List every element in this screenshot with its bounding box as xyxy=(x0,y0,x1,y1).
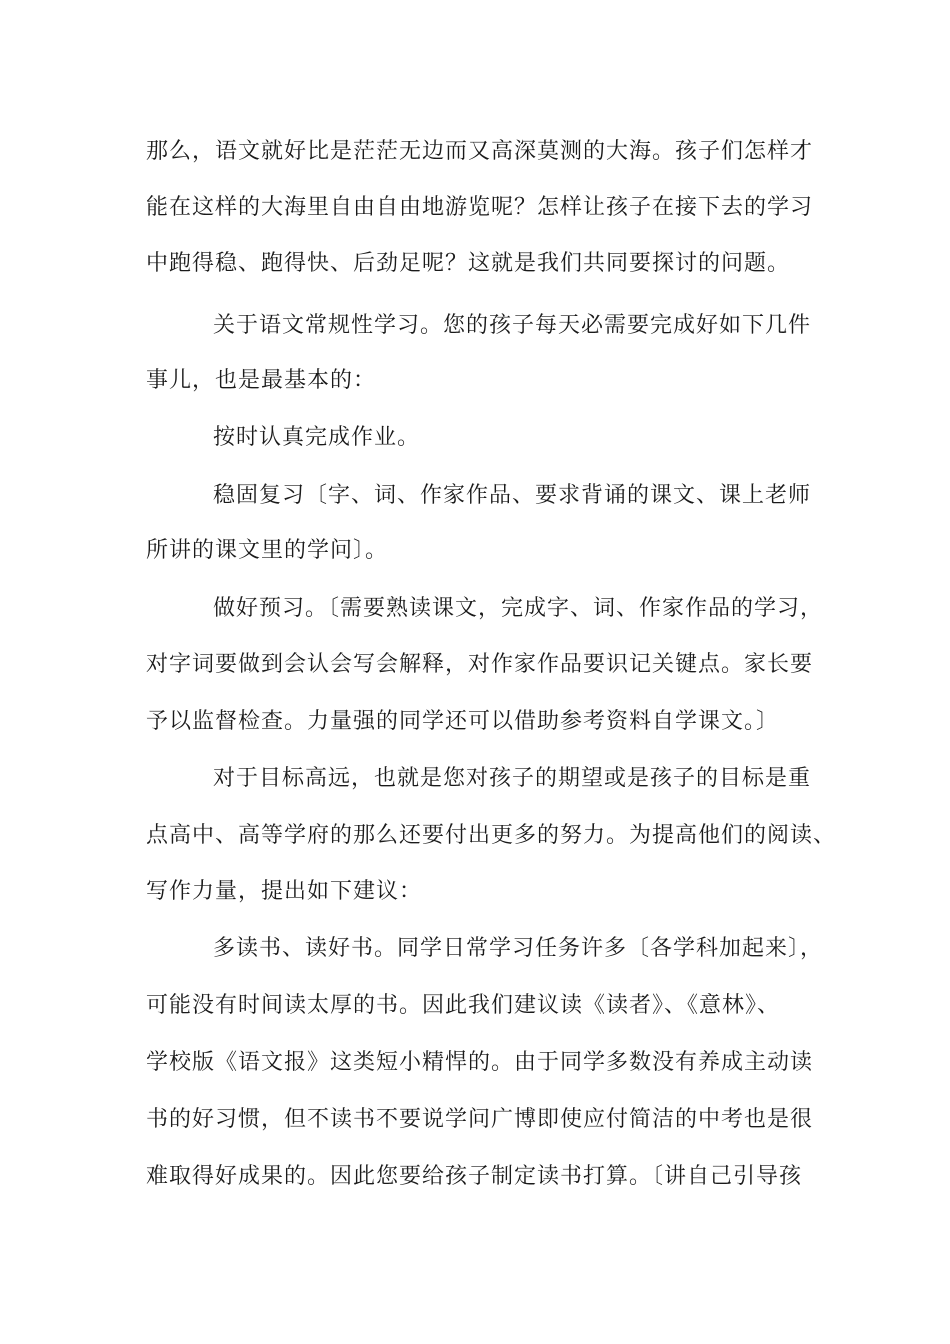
text-line: 写作力量，提出如下建议： xyxy=(146,879,423,904)
text-line: 按时认真完成作业。 xyxy=(213,425,421,450)
text-line: 那么，语文就好比是茫茫无边而又高深莫测的大海。孩子们怎样才 xyxy=(146,139,814,164)
text-line: 点高中、高等学府的那么还要付出更多的努力。为提高他们的阅读、 xyxy=(146,823,837,848)
text-line: 学校版《语文报》这类短小精悍的。由于同学多数没有养成主动读 xyxy=(146,1050,814,1075)
text-line: 予以监督检查。力量强的同学还可以借助参考资料自学课文。〕 xyxy=(146,709,780,734)
text-line: 关于语文常规性学习。您的孩子每天必需要完成好如下几件 xyxy=(213,313,812,338)
text-line: 可能没有时间读太厚的书。因此我们建议读《读者》、《意林》、 xyxy=(146,993,781,1018)
text-line: 书的好习惯，但不读书不要说学问广博即使应付简洁的中考也是很 xyxy=(146,1107,814,1132)
text-line: 做好预习。〔需要熟读课文，完成字、词、作家作品的学习， xyxy=(213,596,824,621)
text-line: 对字词要做到会认会写会解释，对作家作品要识记关键点。家长要 xyxy=(146,652,814,677)
text-line: 多读书、读好书。同学日常学习任务许多〔各学科加起来〕， xyxy=(213,936,824,961)
text-line: 能在这样的大海里自由自由地游览呢？怎样让孩子在接下去的学习 xyxy=(146,195,814,220)
text-line: 中跑得稳、跑得快、后劲足呢？这就是我们共同要探讨的问题。 xyxy=(146,251,791,276)
text-line: 对于目标高远，也就是您对孩子的期望或是孩子的目标是重 xyxy=(213,766,812,791)
text-line: 稳固复习〔字、词、作家作品、要求背诵的课文、课上老师 xyxy=(213,483,812,508)
text-line: 事儿，也是最基本的： xyxy=(146,368,377,393)
text-line: 难取得好成果的。因此您要给孩子制定读书打算。〔讲自己引导孩 xyxy=(146,1164,803,1189)
text-line: 所讲的课文里的学问〕。 xyxy=(146,538,389,563)
